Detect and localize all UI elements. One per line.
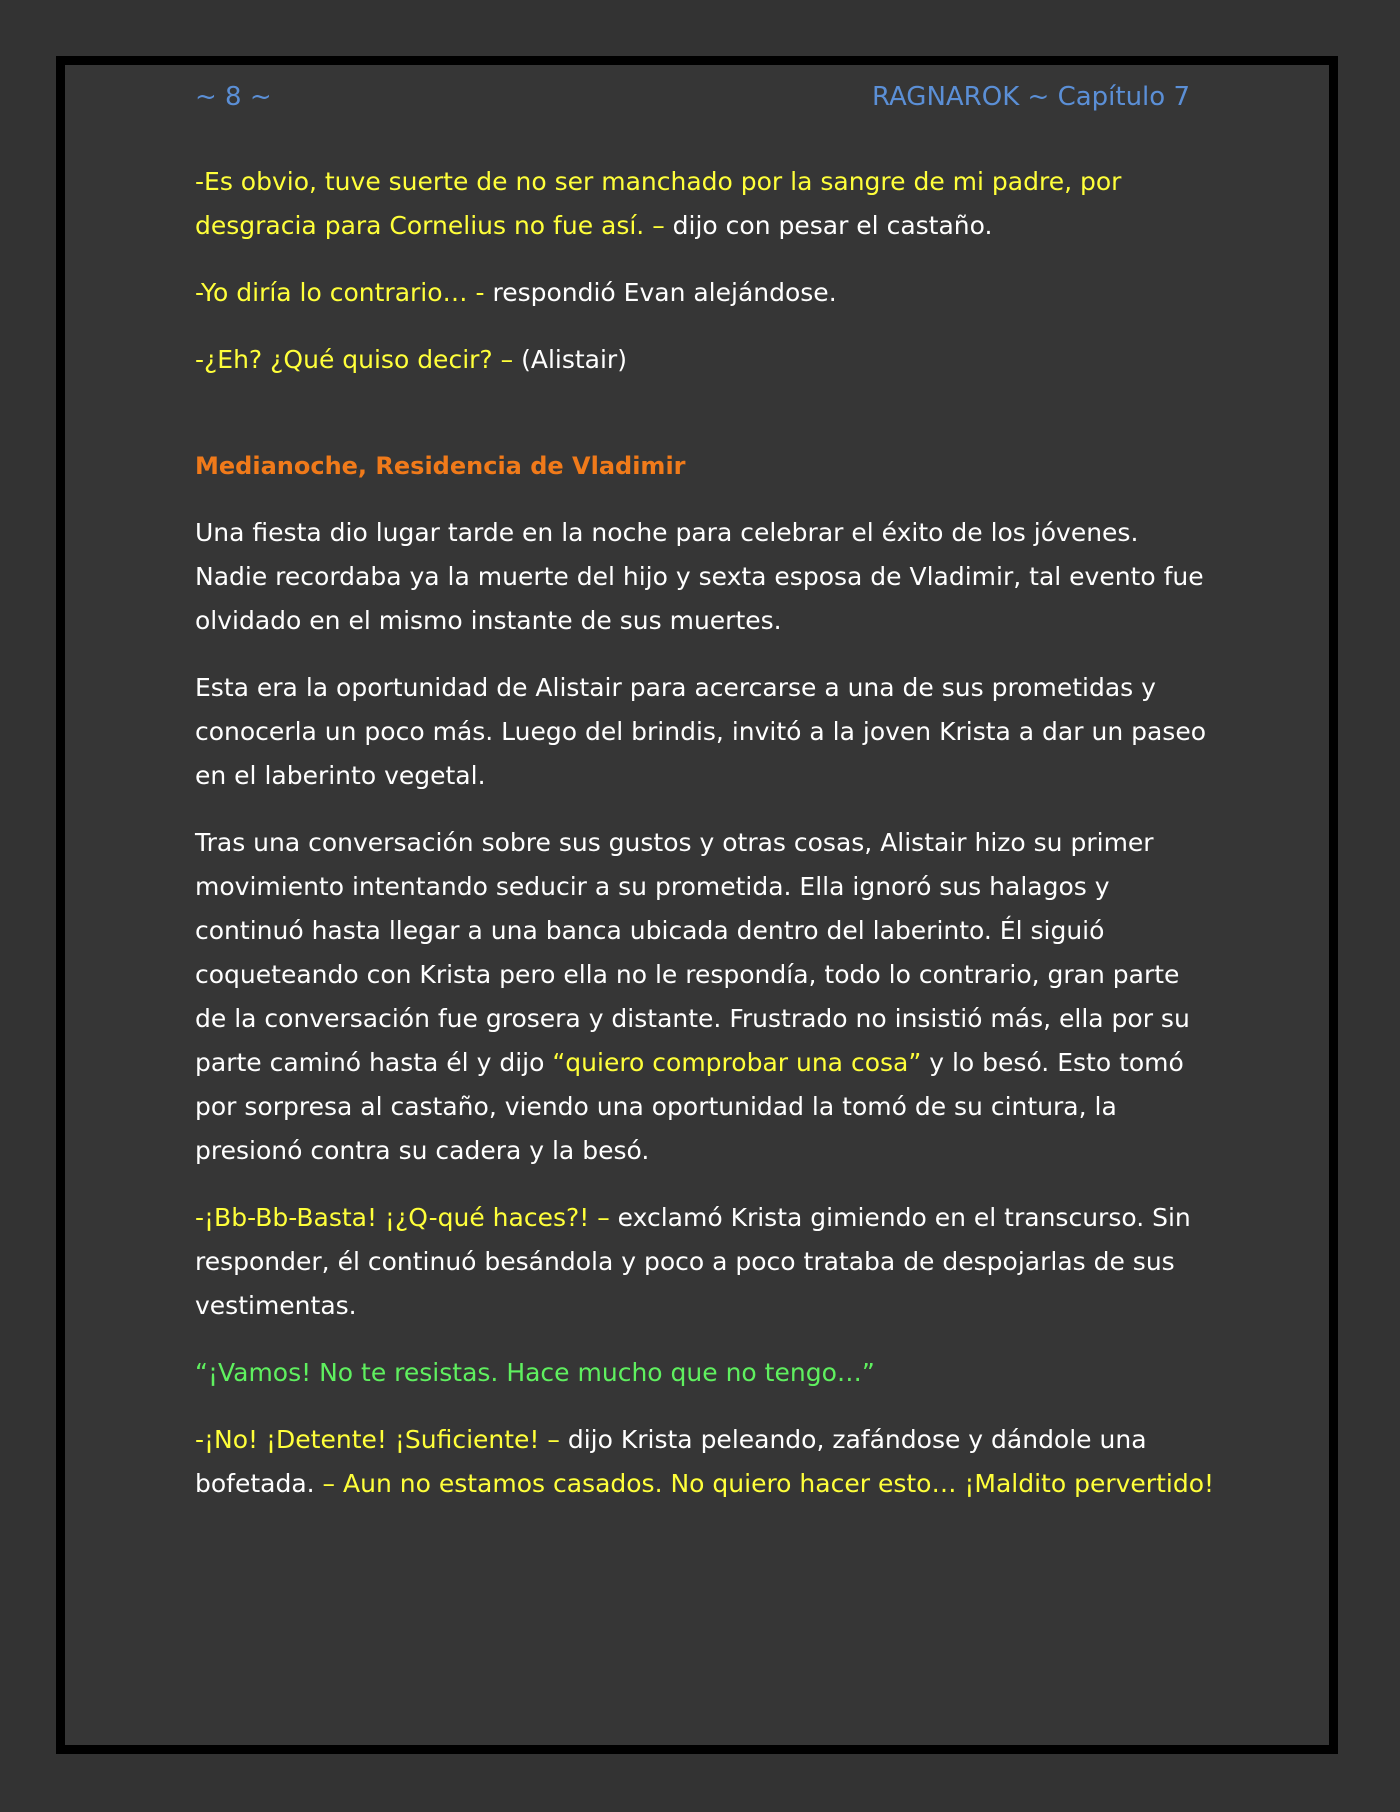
paragraph-9 xyxy=(195,1418,1215,1506)
paragraph-4: Una fiesta dio lugar tarde en la noche para celebrar el éxito de los jóvenes. Nadie recordaba ya la muerte del hijo y sexta esposa de Vladimir, tal evento fue olvidado en el mismo instante de sus muertes. xyxy=(195,518,1204,635)
paragraph-7 xyxy=(195,1196,1215,1328)
paragraph-5: Esta era la oportunidad de Alistair para acercarse a una de sus prometidas y conocerla un poco más. Luego del brindis, invitó a la joven Krista a dar un paseo en el laberinto vegetal. xyxy=(195,673,1206,790)
dialogue-text: – Aun no estamos casados. No quiero hacer esto… ¡Maldito pervertido! xyxy=(314,1469,1215,1498)
narration-text: Tras una conversación sobre sus gustos y otras cosas, Alistair hizo su primer movimiento intentando seducir a su prometida. Ella ignoró sus halagos y continuó hasta llegar a una banca ubicada dentro del laberinto. Él siguió coqueteando con Krista pero ella no le respondía, todo lo contrario, gran parte de la conversación fue grosera y distante. Frustrado no insistió más, ella por su parte caminó hasta él y dijo xyxy=(195,828,1190,1077)
page-body xyxy=(195,160,1215,1529)
quoted-speech: “quiero comprobar una cosa” xyxy=(552,1048,922,1077)
scene-heading: Medianoche, Residencia de Vladimir xyxy=(195,452,686,480)
dialogue-text: -¡No! ¡Detente! ¡Suficiente! – xyxy=(195,1425,560,1454)
dialogue-text: -Es obvio, tuve suerte de no ser manchado por la sangre de mi padre, por desgracia para Cornelius no fue así. – xyxy=(195,167,1122,240)
page-header xyxy=(195,82,1190,122)
narration-text: dijo con pesar el castaño. xyxy=(664,211,993,240)
narration-text: respondió Evan alejándose. xyxy=(484,278,837,307)
paragraph-2 xyxy=(195,271,1215,315)
paragraph-3 xyxy=(195,338,1215,382)
page-number: ~ 8 ~ xyxy=(195,82,272,112)
narration-text: exclamó Krista gimiendo en el transcurso. Sin responder, él continuó besándola y poco a poco trataba de despojarlas de sus vestimentas. xyxy=(195,1203,1191,1320)
narration-text: y lo besó. Esto tomó por sorpresa al castaño, viendo una oportunidad la tomó de su cintura, la presionó contra su cadera y la besó. xyxy=(195,1048,1184,1165)
dialogue-text: -¡Bb-Bb-Basta! ¡¿Q-qué haces?! – xyxy=(195,1203,610,1232)
paragraph-1 xyxy=(195,160,1215,248)
narration-text: (Alistair) xyxy=(513,345,627,374)
thought-line: “¡Vamos! No te resistas. Hace mucho que no tengo…” xyxy=(195,1358,875,1387)
dialogue-text: -¿Eh? ¿Qué quiso decir? – xyxy=(195,345,514,374)
dialogue-text: -Yo diría lo contrario… - xyxy=(195,278,485,307)
paragraph-6 xyxy=(195,821,1215,1173)
running-title: RAGNAROK ~ Capítulo 7 xyxy=(871,82,1190,112)
narration-text: dijo Krista peleando, zafándose y dándole una bofetada. xyxy=(195,1425,1147,1498)
